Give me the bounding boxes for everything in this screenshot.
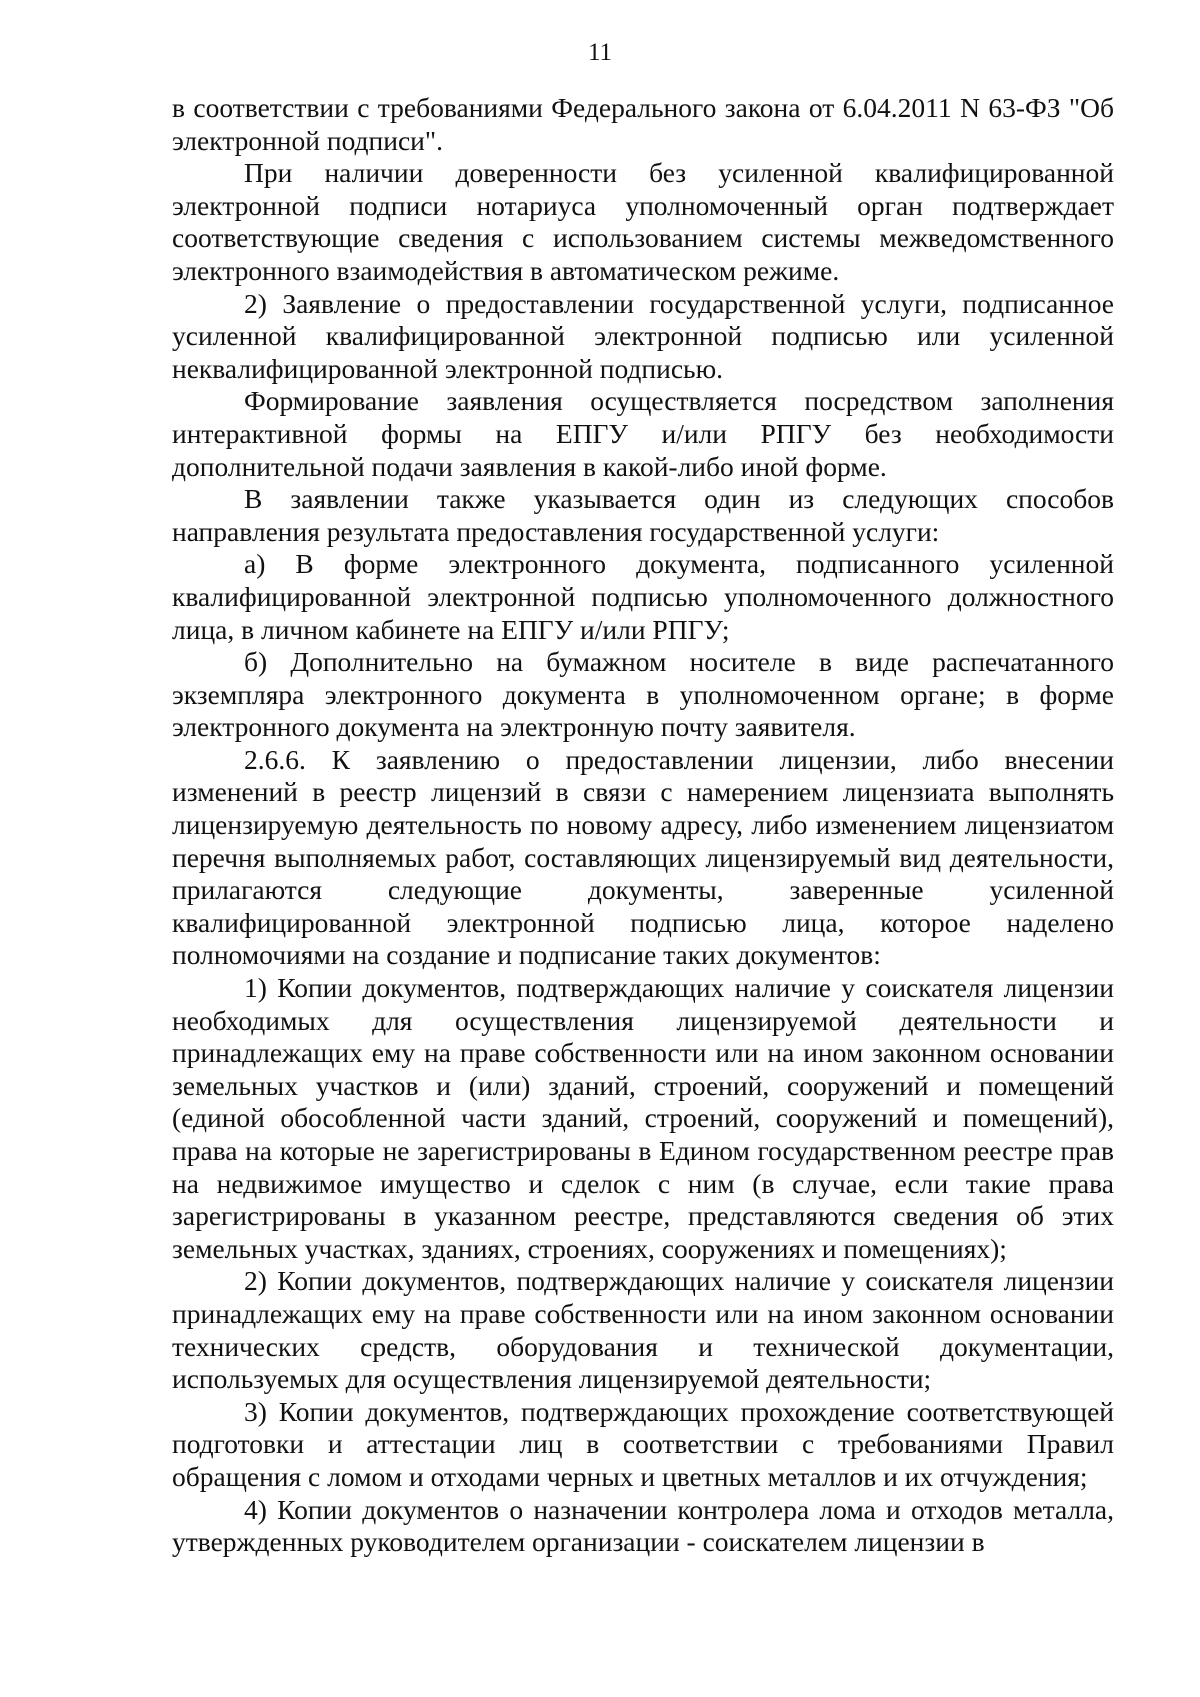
- paragraph-list-item-1: 1) Копии документов, подтверждающих наличие у соискателя лицензии необходимых для осуществления лицензируемой деятельности и принадлежащих ему на праве собственности или на ином законном основании земельных участков и (или) зданий, строений, сооружений и помещений (единой обособленной части зданий, строений, сооружений и помещений), права на которые не зарегистрированы в Едином государственном реестре прав на недвижимое имущество и сделок с ним (в случае, если такие права зарегистрированы в указанном реестре, представляются сведения об этих земельных участках, зданиях, строениях, сооружениях и помещениях);: [172, 972, 1114, 1264]
- document-body: [172, 92, 1114, 1559]
- paragraph-section-2-6-6: 2.6.6. К заявлению о предоставлении лицензии, либо внесении изменений в реестр лицензий в связи с намерением лицензиата выполнять лицензируемую деятельность по новому адресу, либо изменением лицензиатом перечня выполняемых работ, составляющих лицензируемый вид деятельности, прилагаются следующие документы, заверенные усиленной квалифицированной электронной подписью лица, которое наделено полномочиями на создание и подписание таких документов:: [172, 743, 1114, 971]
- paragraph-result-delivery-methods: В заявлении также указывается один из следующих способов направления результата предоставления государственной услуги:: [172, 483, 1114, 547]
- paragraph-continuation: в соответствии с требованиями Федерального закона от 6.04.2011 N 63-ФЗ "Об электронной подписи".: [172, 92, 1114, 156]
- paragraph-list-item-2: 2) Копии документов, подтверждающих наличие у соискателя лицензии принадлежащих ему на праве собственности или на ином законном основании технических средств, оборудования и технической документации, используемых для осуществления лицензируемой деятельности;: [172, 1265, 1114, 1395]
- page-number: 11: [587, 39, 613, 66]
- paragraph-power-of-attorney: При наличии доверенности без усиленной квалифицированной электронной подписи нотариуса уполномоченный орган подтверждает соответствующие сведения с использованием системы межведомственного электронного взаимодействия в автоматическом режиме.: [172, 157, 1114, 286]
- paragraph-application-forming: Формирование заявления осуществляется посредством заполнения интерактивной формы на ЕПГУ и/или РПГУ без необходимости дополнительной подачи заявления в какой-либо иной форме.: [172, 385, 1114, 482]
- paragraph-method-b: б) Дополнительно на бумажном носителе в виде распечатанного экземпляра электронного документа в уполномоченном органе; в форме электронного документа на электронную почту заявителя.: [172, 646, 1114, 743]
- paragraph-list-item-3: 3) Копии документов, подтверждающих прохождение соответствующей подготовки и аттестации лиц в соответствии с требованиями Правил обращения с ломом и отходами черных и цветных металлов и их отчуждения;: [172, 1395, 1114, 1492]
- paragraph-item-2-application: 2) Заявление о предоставлении государственной услуги, подписанное усиленной квалифицированной электронной подписью или усиленной неквалифицированной электронной подписью.: [172, 287, 1114, 384]
- paragraph-list-item-4: 4) Копии документов о назначении контролера лома и отходов металла, утвержденных руководителем организации - соискателем лицензии в: [172, 1493, 1114, 1558]
- paragraph-method-a: а) В форме электронного документа, подписанного усиленной квалифицированной электронной подписью уполномоченного должностного лица, в личном кабинете на ЕПГУ и/или РПГУ;: [172, 548, 1114, 645]
